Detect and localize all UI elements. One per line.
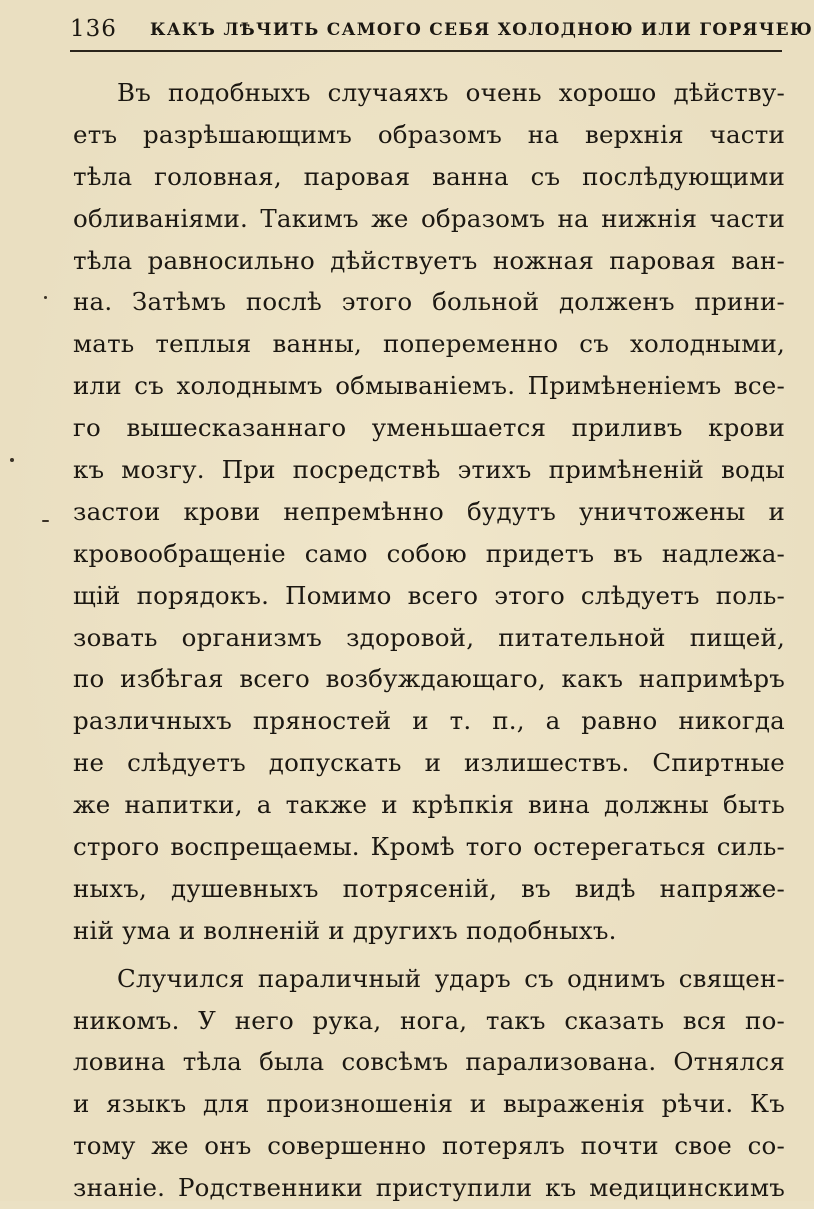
text-line: Въ подобныхъ случаяхъ очень хорошо дѣйству- — [117, 78, 785, 107]
page-number: 136 — [70, 16, 117, 42]
text-line: строго воспрещаемы. Кромѣ того остерегаться силь- — [73, 832, 785, 862]
text-line: же напитки, а также и крѣпкія вина должны быть — [73, 790, 785, 820]
text-line: тѣла головная, паровая ванна съ послѣдующими — [73, 161, 785, 191]
text-line: кровообращеніе само собою придетъ въ надлежа- — [73, 538, 785, 568]
text-line: го вышесказаннаго уменьшается приливъ крови — [73, 413, 785, 443]
text-line: ныхъ, душевныхъ потрясеній, въ видѣ напряже- — [73, 873, 785, 903]
text-line: никомъ. У него рука, нога, такъ сказать вся по- — [73, 1005, 785, 1035]
text-line: или съ холоднымъ обмываніемъ. Примѣненіемъ все- — [73, 371, 785, 401]
text-line: ній ума и волненій и другихъ подобныхъ. — [73, 915, 617, 945]
text-line: не слѣдуетъ допускать и излишествъ. Спиртные — [73, 748, 785, 778]
body-text — [73, 72, 785, 1209]
page-header — [70, 10, 814, 50]
header-rule — [70, 50, 782, 52]
margin-speck — [42, 520, 49, 522]
text-line: по избѣгая всего возбуждающаго, какъ напримѣръ — [73, 664, 785, 694]
text-line: и языкъ для произношенія и выраженія рѣчи. Къ — [73, 1089, 785, 1119]
text-line: обливаніями. Такимъ же образомъ на нижнія части — [73, 203, 785, 233]
text-line: застои крови непремѣнно будутъ уничтожены и — [73, 496, 785, 526]
margin-speck — [44, 296, 47, 299]
text-line: Случился параличный ударъ съ однимъ священ- — [117, 963, 785, 993]
text-line: къ мозгу. При посредствѣ этихъ примѣненій воды — [73, 455, 785, 485]
text-line: зовать организмъ здоровой, питательной пищей, — [73, 622, 785, 652]
text-line: ловина тѣла была совсѣмъ парализована. Отнялся — [73, 1047, 785, 1077]
paragraph — [73, 958, 785, 1209]
running-head: КАКЪ ЛѢЧИТЬ САМОГО СЕБЯ ХОЛОДНОЮ ИЛИ ГОРЯЧЕЮ — [150, 20, 814, 40]
margin-speck — [10, 458, 14, 462]
text-line: знаніе. Родственники приступили къ медицинскимъ — [73, 1173, 785, 1203]
text-line: етъ разрѣшающимъ образомъ на верхнія части — [73, 119, 785, 149]
text-line: на. Затѣмъ послѣ этого больной долженъ прини- — [73, 287, 785, 317]
text-line: тѣла равносильно дѣйствуетъ ножная паровая ван- — [73, 245, 785, 275]
text-line: мать теплыя ванны, попеременно съ холодными, — [73, 329, 785, 359]
paragraph — [73, 72, 785, 952]
text-line: различныхъ пряностей и т. п., а равно никогда — [73, 706, 785, 736]
text-line: щій порядокъ. Помимо всего этого слѣдуетъ поль- — [73, 580, 785, 610]
text-line: тому же онъ совершенно потерялъ почти свое со- — [73, 1131, 785, 1161]
